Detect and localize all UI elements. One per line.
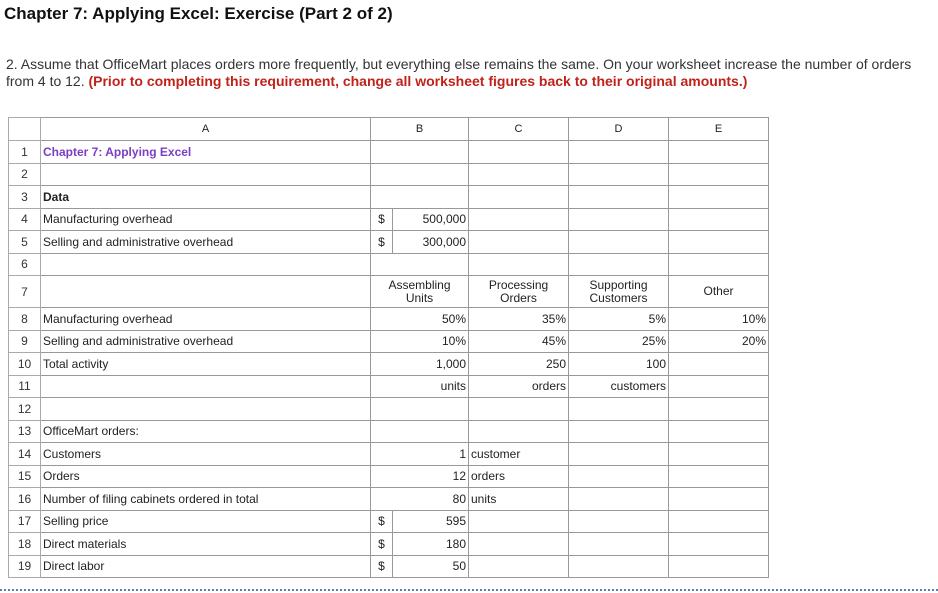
currency-symbol: $ (371, 231, 393, 254)
cell-a2[interactable] (41, 163, 371, 186)
cell-c16[interactable]: units (469, 488, 569, 511)
cell-d3[interactable] (569, 186, 669, 209)
cell-d14[interactable] (569, 443, 669, 466)
cell-d8[interactable]: 5% (569, 308, 669, 331)
cell-c4[interactable] (469, 208, 569, 231)
table-row (9, 330, 769, 353)
cell-e5[interactable] (669, 231, 769, 254)
cell-d12[interactable] (569, 398, 669, 421)
cell-a8[interactable]: Manufacturing overhead (41, 308, 371, 331)
cell-c7-line1: Processing (488, 277, 549, 292)
currency-symbol: $ (371, 555, 393, 578)
cell-c11[interactable]: orders (469, 375, 569, 398)
cell-a6[interactable] (41, 253, 371, 276)
cell-b7[interactable] (371, 276, 469, 308)
cell-d2[interactable] (569, 163, 669, 186)
table-row (9, 353, 769, 376)
cell-d6[interactable] (569, 253, 669, 276)
table-row (9, 253, 769, 276)
cell-b9[interactable]: 10% (371, 330, 469, 353)
cell-d7-line2: Customers (589, 290, 648, 305)
row-header[interactable]: 12 (9, 398, 41, 421)
cell-b2[interactable] (371, 163, 469, 186)
cell-c13[interactable] (469, 420, 569, 443)
cell-b13[interactable] (371, 420, 469, 443)
cell-b16[interactable]: 80 (371, 488, 469, 511)
table-row (9, 231, 769, 254)
cell-e15[interactable] (669, 465, 769, 488)
table-row (9, 555, 769, 578)
cell-c3[interactable] (469, 186, 569, 209)
cell-e10[interactable] (669, 353, 769, 376)
currency-symbol: $ (371, 533, 393, 556)
table-row (9, 208, 769, 231)
table-row (9, 533, 769, 556)
row-header[interactable]: 7 (9, 276, 41, 308)
cell-e4[interactable] (669, 208, 769, 231)
table-row (9, 465, 769, 488)
cell-e11[interactable] (669, 375, 769, 398)
row-header[interactable]: 8 (9, 308, 41, 331)
cell-c12[interactable] (469, 398, 569, 421)
row-header[interactable]: 4 (9, 208, 41, 231)
cell-e9[interactable]: 20% (669, 330, 769, 353)
column-header-d[interactable]: D (569, 118, 669, 141)
currency-symbol: $ (371, 510, 393, 533)
row-header[interactable]: 10 (9, 353, 41, 376)
cell-b7-line1: Assembling (388, 277, 451, 292)
cell-e1[interactable] (669, 141, 769, 164)
cell-a10[interactable]: Total activity (41, 353, 371, 376)
cell-c10[interactable]: 250 (469, 353, 569, 376)
cell-c9[interactable]: 45% (469, 330, 569, 353)
cell-c14[interactable]: customer (469, 443, 569, 466)
table-row (9, 510, 769, 533)
cell-e6[interactable] (669, 253, 769, 276)
cell-a12[interactable] (41, 398, 371, 421)
cell-b12[interactable] (371, 398, 469, 421)
row-header[interactable]: 13 (9, 420, 41, 443)
cell-d10[interactable]: 100 (569, 353, 669, 376)
cell-a17[interactable]: Selling price (41, 510, 371, 533)
cell-b6[interactable] (371, 253, 469, 276)
column-header-b[interactable]: B (371, 118, 469, 141)
table-row (9, 420, 769, 443)
row-header[interactable]: 19 (9, 555, 41, 578)
column-header-a[interactable]: A (41, 118, 371, 141)
cell-c1[interactable] (469, 141, 569, 164)
cell-c17[interactable] (469, 510, 569, 533)
cell-e18[interactable] (669, 533, 769, 556)
cell-e16[interactable] (669, 488, 769, 511)
row-header[interactable]: 1 (9, 141, 41, 164)
cell-a11[interactable] (41, 375, 371, 398)
row-header[interactable]: 3 (9, 186, 41, 209)
cell-d11[interactable]: customers (569, 375, 669, 398)
cell-c7-line2: Orders (500, 290, 537, 305)
cell-e14[interactable] (669, 443, 769, 466)
cell-e8[interactable]: 10% (669, 308, 769, 331)
cell-b18[interactable]: 180 (393, 533, 469, 556)
cell-c2[interactable] (469, 163, 569, 186)
cell-e3[interactable] (669, 186, 769, 209)
cell-d18[interactable] (569, 533, 669, 556)
scroll-divider (0, 589, 938, 591)
table-row (9, 163, 769, 186)
cell-b8[interactable]: 50% (371, 308, 469, 331)
cell-a9[interactable]: Selling and administrative overhead (41, 330, 371, 353)
question-note: (Prior to completing this requirement, change all worksheet figures back to their original amounts.) (88, 73, 748, 89)
cell-c5[interactable] (469, 231, 569, 254)
cell-e2[interactable] (669, 163, 769, 186)
question-text (6, 56, 934, 90)
cell-e12[interactable] (669, 398, 769, 421)
cell-e17[interactable] (669, 510, 769, 533)
cell-b14[interactable]: 1 (371, 443, 469, 466)
cell-d19[interactable] (569, 555, 669, 578)
page-title: Chapter 7: Applying Excel: Exercise (Part 2 of 2) (4, 4, 393, 23)
currency-symbol: $ (371, 208, 393, 231)
cell-b5[interactable]: 300,000 (393, 231, 469, 254)
row-header[interactable]: 17 (9, 510, 41, 533)
cell-b11[interactable]: units (371, 375, 469, 398)
cell-a16[interactable]: Number of filing cabinets ordered in total (41, 488, 371, 511)
question-body: 2. Assume that OfficeMart places orders more frequently, but everything else remains the same. On your worksheet increase the number of orders from 4 to 12. (6, 56, 912, 89)
cell-a19[interactable]: Direct labor (41, 555, 371, 578)
column-header-c[interactable]: C (469, 118, 569, 141)
cell-b4[interactable]: 500,000 (393, 208, 469, 231)
table-row (9, 186, 769, 209)
table-row (9, 375, 769, 398)
cell-d16[interactable] (569, 488, 669, 511)
row-header[interactable]: 5 (9, 231, 41, 254)
row-header[interactable]: 18 (9, 533, 41, 556)
table-row (9, 308, 769, 331)
cell-b17[interactable]: 595 (393, 510, 469, 533)
cell-a18[interactable]: Direct materials (41, 533, 371, 556)
table-row (9, 398, 769, 421)
cell-c6[interactable] (469, 253, 569, 276)
cell-a3[interactable]: Data (41, 186, 371, 209)
cell-d9[interactable]: 25% (569, 330, 669, 353)
cell-e13[interactable] (669, 420, 769, 443)
corner-cell[interactable] (9, 118, 41, 141)
cell-d13[interactable] (569, 420, 669, 443)
cell-e7[interactable]: Other (669, 276, 769, 308)
row-header[interactable]: 14 (9, 443, 41, 466)
row-header[interactable]: 6 (9, 253, 41, 276)
cell-d4[interactable] (569, 208, 669, 231)
cell-c15[interactable]: orders (469, 465, 569, 488)
cell-c18[interactable] (469, 533, 569, 556)
cell-d17[interactable] (569, 510, 669, 533)
cell-d5[interactable] (569, 231, 669, 254)
column-header-row (9, 118, 769, 141)
cell-a5[interactable]: Selling and administrative overhead (41, 231, 371, 254)
cell-a1[interactable]: Chapter 7: Applying Excel (41, 141, 371, 164)
cell-c8[interactable]: 35% (469, 308, 569, 331)
row-header[interactable]: 15 (9, 465, 41, 488)
cell-b15[interactable]: 12 (371, 465, 469, 488)
column-header-e[interactable]: E (669, 118, 769, 141)
row-header[interactable]: 16 (9, 488, 41, 511)
row-header[interactable]: 9 (9, 330, 41, 353)
cell-b3[interactable] (371, 186, 469, 209)
cell-e19[interactable] (669, 555, 769, 578)
cell-c7[interactable] (469, 276, 569, 308)
cell-b10[interactable]: 1,000 (371, 353, 469, 376)
row-header[interactable]: 2 (9, 163, 41, 186)
cell-b7-line2: Units (405, 290, 434, 305)
table-row (9, 443, 769, 466)
cell-b1[interactable] (371, 141, 469, 164)
row-header[interactable]: 11 (9, 375, 41, 398)
cell-b19[interactable]: 50 (393, 555, 469, 578)
spreadsheet (8, 117, 769, 578)
table-row (9, 276, 769, 308)
cell-a4[interactable]: Manufacturing overhead (41, 208, 371, 231)
cell-a13[interactable]: OfficeMart orders: (41, 420, 371, 443)
cell-a7[interactable] (41, 276, 371, 308)
cell-a15[interactable]: Orders (41, 465, 371, 488)
cell-d7-line1: Supporting (589, 277, 648, 292)
cell-d7[interactable] (569, 276, 669, 308)
cell-d15[interactable] (569, 465, 669, 488)
cell-c19[interactable] (469, 555, 569, 578)
table-row (9, 488, 769, 511)
cell-d1[interactable] (569, 141, 669, 164)
table-row (9, 141, 769, 164)
cell-a14[interactable]: Customers (41, 443, 371, 466)
